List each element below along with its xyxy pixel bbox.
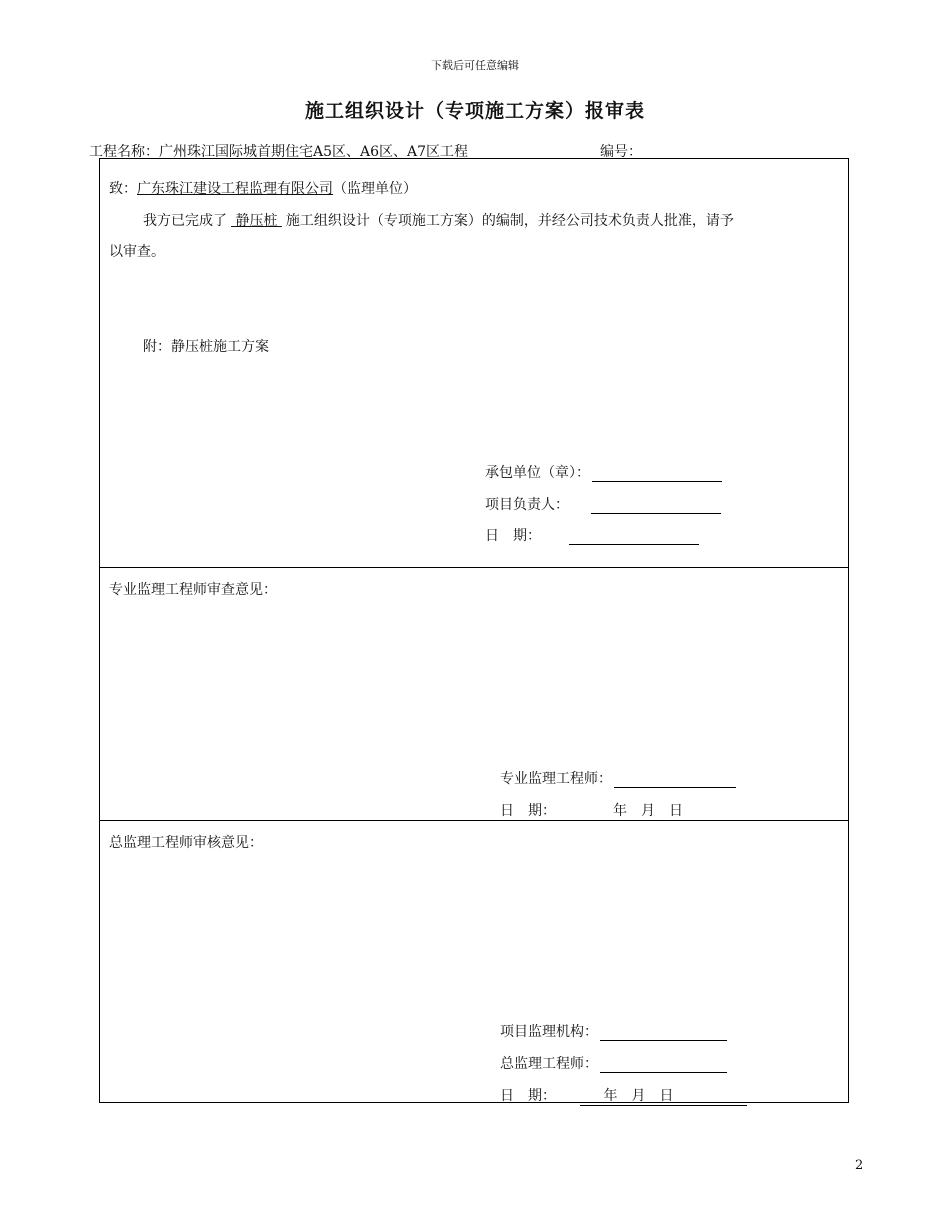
recipient-suffix: （监理单位） (333, 181, 417, 197)
submission-text-part1: 我方已完成了 (143, 213, 227, 229)
project-number-label: 编号： (600, 144, 642, 160)
specialist-date-label: 日 期： (500, 803, 556, 819)
contractor-signature-field[interactable] (592, 467, 722, 482)
form-title: 施工组织设计（专项施工方案）报审表 (304, 100, 645, 122)
chief-engineer-signature-field[interactable] (600, 1058, 727, 1073)
section-divider (99, 567, 849, 568)
supervision-agency-label: 项目监理机构： (500, 1024, 598, 1040)
specialist-date-field[interactable]: 年 月 日 (588, 800, 743, 821)
manager-signature-field[interactable] (591, 499, 721, 514)
date-row (485, 525, 699, 545)
recipient-company: 广东珠江建设工程监理有限公司 (137, 181, 333, 197)
manager-row (485, 494, 721, 514)
date-label: 日 期： (485, 528, 541, 544)
supervision-agency-row (500, 1021, 727, 1041)
chief-engineer-row (500, 1053, 727, 1073)
project-name: 工程名称：广州珠江国际城首期住宅A5区、A6区、A7区工程 (89, 144, 469, 160)
chief-review-heading: 总监理工程师审核意见： (109, 835, 263, 851)
date-field[interactable] (569, 530, 699, 545)
page-number: 2 (855, 1158, 864, 1173)
specialist-engineer-signature-field[interactable] (614, 773, 736, 788)
attachment-note: 附：静压桩施工方案 (143, 339, 269, 355)
specialist-engineer-row (500, 768, 736, 788)
supervision-agency-field[interactable] (600, 1026, 727, 1041)
submission-text-part2: 施工组织设计（专项施工方案）的编制，并经公司技术负责人批准，请予 (285, 213, 734, 229)
recipient-line (109, 178, 417, 198)
contractor-row (485, 462, 722, 482)
form-table (99, 158, 849, 1103)
contractor-label: 承包单位（章）： (485, 465, 590, 481)
chief-date-field[interactable]: 年 月 日 (580, 1085, 747, 1106)
submission-text-line2: 以审查。 (109, 244, 165, 260)
specialist-engineer-label: 专业监理工程师： (500, 771, 612, 787)
recipient-prefix: 致： (109, 181, 137, 197)
header-note: 下载后可任意编辑 (431, 59, 519, 72)
chief-engineer-label: 总监理工程师： (500, 1056, 598, 1072)
manager-label: 项目负责人： (485, 497, 569, 513)
submission-text (143, 210, 734, 230)
submission-item: 静压桩 (231, 213, 282, 229)
chief-date-label: 日 期： (500, 1088, 556, 1104)
specialist-review-heading: 专业监理工程师审查意见： (109, 582, 277, 598)
